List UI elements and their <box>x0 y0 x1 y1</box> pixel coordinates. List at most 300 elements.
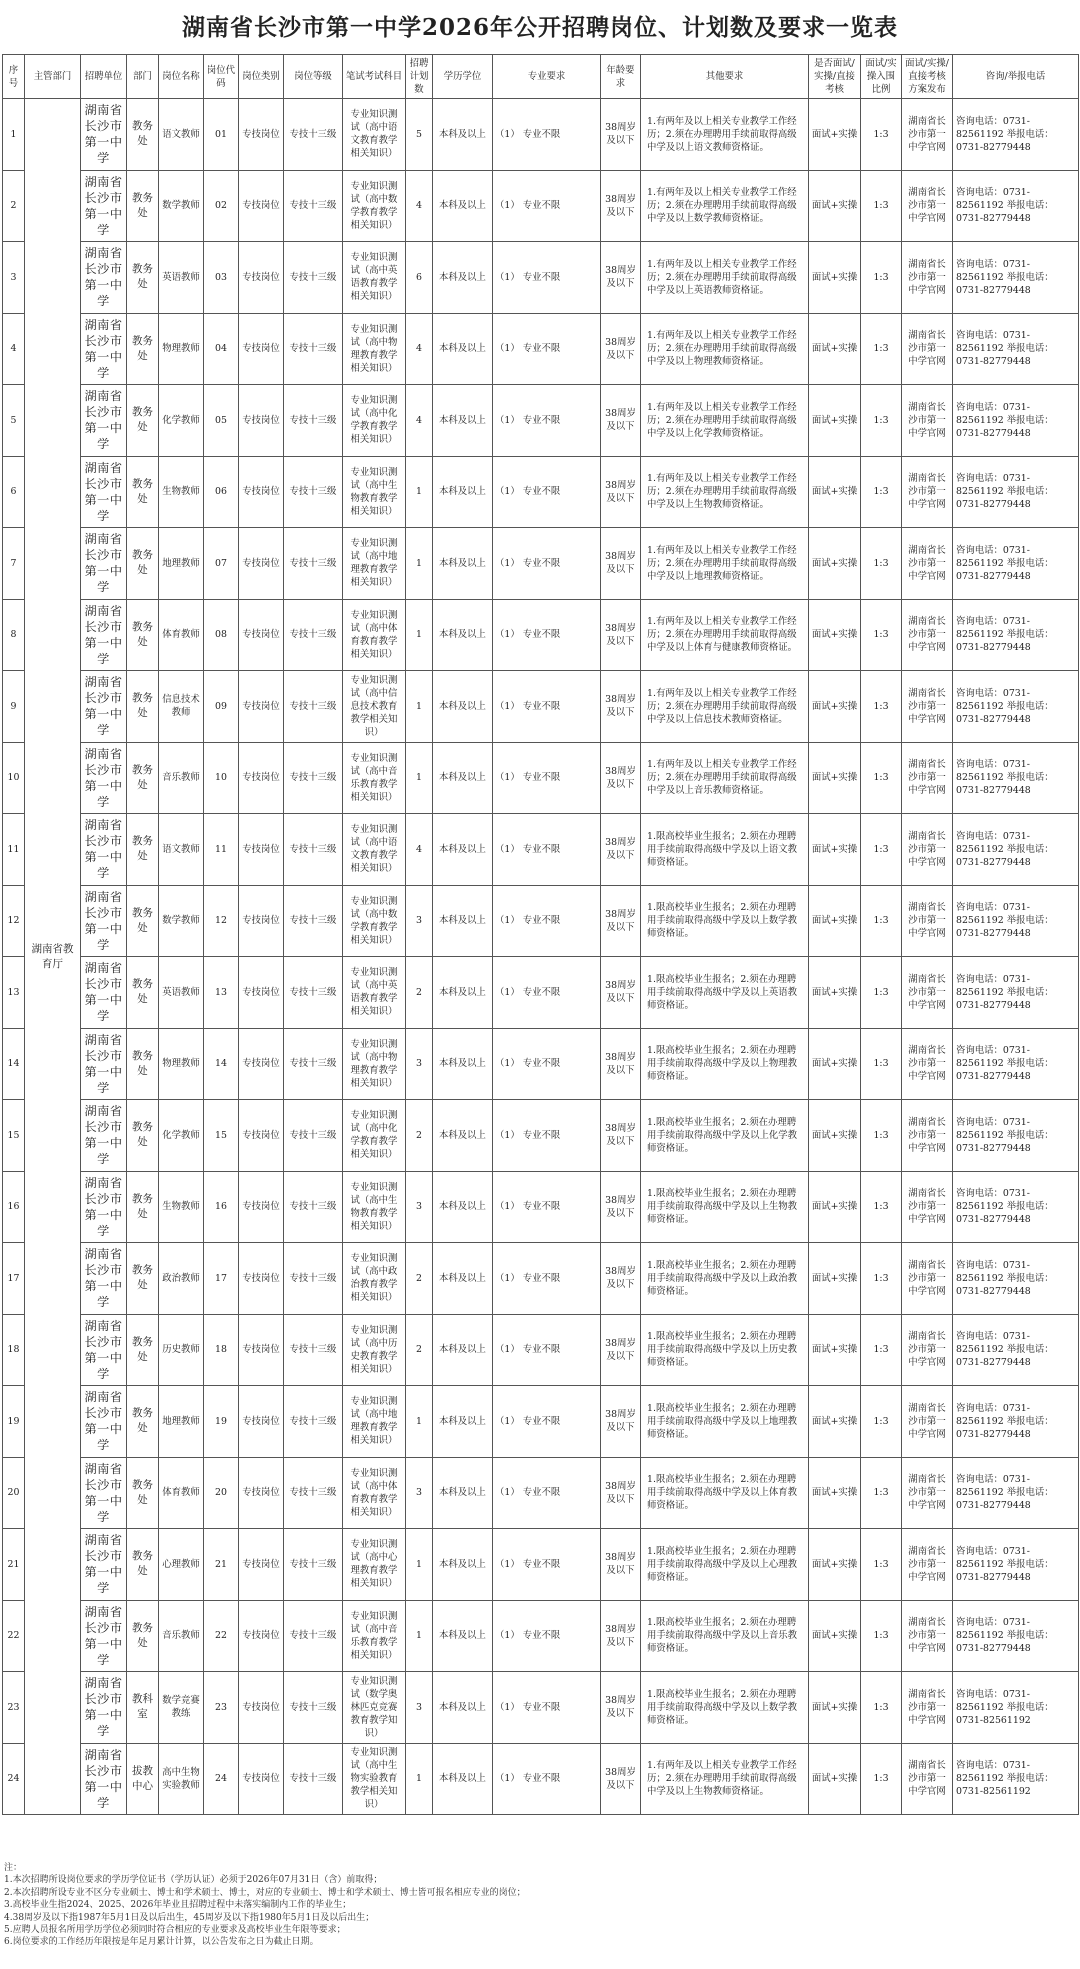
cell-no: 1 <box>3 99 25 171</box>
cell-contact: 咨询电话：0731-82561192 举报电话：0731-82779448 <box>953 1100 1079 1172</box>
cell-code: 24 <box>204 1743 239 1815</box>
cell-department-head: 湖南省教育厅 <box>25 99 81 1815</box>
cell-dept: 教务处 <box>127 1600 159 1672</box>
cell-publish: 湖南省长沙市第一中学官网 <box>902 885 953 957</box>
cell-dept: 教务处 <box>127 99 159 171</box>
cell-exam: 专业知识测试（高中地理教育教学相关知识） <box>343 528 406 600</box>
cell-publish: 湖南省长沙市第一中学官网 <box>902 1457 953 1529</box>
cell-publish: 湖南省长沙市第一中学官网 <box>902 1028 953 1100</box>
column-header: 主管部门 <box>25 55 81 99</box>
cell-no: 24 <box>3 1743 25 1815</box>
cell-level: 专技十三级 <box>284 1600 343 1672</box>
footnote-line: 1.本次招聘所设岗位要求的学历学位证书（学历认证）必须于2026年07月31日（含）前取得； <box>4 1875 383 1886</box>
cell-ratio: 1:3 <box>861 456 902 528</box>
table-row <box>3 1743 1079 1815</box>
cell-edu: 本科及以上 <box>433 742 493 814</box>
cell-dept: 教务处 <box>127 671 159 743</box>
cell-major: （1） 专业不限 <box>493 385 601 457</box>
cell-age: 38周岁及以下 <box>601 1672 641 1744</box>
cell-age: 38周岁及以下 <box>601 1314 641 1386</box>
cell-contact: 咨询电话：0731-82561192 举报电话：0731-82779448 <box>953 742 1079 814</box>
column-header: 招聘计划数 <box>406 55 433 99</box>
cell-publish: 湖南省长沙市第一中学官网 <box>902 385 953 457</box>
cell-post: 地理教师 <box>159 1386 204 1458</box>
cell-plan: 2 <box>406 1100 433 1172</box>
cell-code: 12 <box>204 885 239 957</box>
cell-no: 4 <box>3 313 25 385</box>
cell-unit: 湖南省长沙市第一中学 <box>81 1171 127 1243</box>
cell-level: 专技十三级 <box>284 528 343 600</box>
cell-edu: 本科及以上 <box>433 99 493 171</box>
footnote-line: 注： <box>4 1863 23 1873</box>
column-header: 年龄要求 <box>601 55 641 99</box>
cell-ratio: 1:3 <box>861 885 902 957</box>
cell-code: 07 <box>204 528 239 600</box>
cell-edu: 本科及以上 <box>433 1314 493 1386</box>
cell-ratio: 1:3 <box>861 1529 902 1601</box>
cell-code: 05 <box>204 385 239 457</box>
recruitment-table <box>2 54 1079 1815</box>
cell-plan: 4 <box>406 313 433 385</box>
cell-post: 生物教师 <box>159 1171 204 1243</box>
cell-plan: 3 <box>406 1028 433 1100</box>
cell-contact: 咨询电话：0731-82561192 举报电话：0731-82779448 <box>953 170 1079 242</box>
cell-assess: 面试+实操 <box>809 1672 861 1744</box>
cell-age: 38周岁及以下 <box>601 1457 641 1529</box>
cell-code: 20 <box>204 1457 239 1529</box>
cell-exam: 专业知识测试（高中信息技术教育教学相关知识） <box>343 671 406 743</box>
cell-code: 11 <box>204 814 239 886</box>
cell-edu: 本科及以上 <box>433 814 493 886</box>
cell-dept: 教务处 <box>127 385 159 457</box>
cell-assess: 面试+实操 <box>809 814 861 886</box>
cell-dept: 教务处 <box>127 1243 159 1315</box>
cell-dept: 教务处 <box>127 742 159 814</box>
cell-dept: 教务处 <box>127 1171 159 1243</box>
cell-code: 08 <box>204 599 239 671</box>
cell-edu: 本科及以上 <box>433 1243 493 1315</box>
cell-unit: 湖南省长沙市第一中学 <box>81 1457 127 1529</box>
cell-category: 专技岗位 <box>239 814 284 886</box>
cell-age: 38周岁及以下 <box>601 742 641 814</box>
cell-age: 38周岁及以下 <box>601 242 641 314</box>
cell-no: 8 <box>3 599 25 671</box>
cell-publish: 湖南省长沙市第一中学官网 <box>902 99 953 171</box>
cell-age: 38周岁及以下 <box>601 671 641 743</box>
column-header: 笔试考试科目 <box>343 55 406 99</box>
cell-other: 1.限高校毕业生报名；2.须在办理聘用手续前取得高级中学及以上政治教师资格证。 <box>641 1243 809 1315</box>
cell-plan: 1 <box>406 1386 433 1458</box>
cell-age: 38周岁及以下 <box>601 170 641 242</box>
cell-age: 38周岁及以下 <box>601 99 641 171</box>
cell-other: 1.有两年及以上相关专业教学工作经历；2.须在办理聘用手续前取得高级中学及以上语文教师资格证。 <box>641 99 809 171</box>
cell-ratio: 1:3 <box>861 957 902 1029</box>
column-header: 咨询/举报电话 <box>953 55 1079 99</box>
cell-dept: 教务处 <box>127 242 159 314</box>
table-row <box>3 599 1079 671</box>
cell-exam: 专业知识测试（高中生物教育教学相关知识） <box>343 1171 406 1243</box>
cell-dept: 教务处 <box>127 1314 159 1386</box>
cell-exam: 专业知识测试（高中体育教育教学相关知识） <box>343 599 406 671</box>
cell-publish: 湖南省长沙市第一中学官网 <box>902 313 953 385</box>
cell-major: （1） 专业不限 <box>493 528 601 600</box>
cell-category: 专技岗位 <box>239 1028 284 1100</box>
cell-publish: 湖南省长沙市第一中学官网 <box>902 1386 953 1458</box>
cell-post: 化学教师 <box>159 1100 204 1172</box>
cell-age: 38周岁及以下 <box>601 814 641 886</box>
cell-edu: 本科及以上 <box>433 528 493 600</box>
cell-post: 化学教师 <box>159 385 204 457</box>
cell-publish: 湖南省长沙市第一中学官网 <box>902 1314 953 1386</box>
cell-post: 语文教师 <box>159 814 204 886</box>
cell-level: 专技十三级 <box>284 814 343 886</box>
cell-dept: 拔教中心 <box>127 1743 159 1815</box>
cell-plan: 1 <box>406 1529 433 1601</box>
cell-level: 专技十三级 <box>284 456 343 528</box>
cell-edu: 本科及以上 <box>433 1171 493 1243</box>
cell-publish: 湖南省长沙市第一中学官网 <box>902 814 953 886</box>
cell-dept: 教科室 <box>127 1672 159 1744</box>
table-row <box>3 456 1079 528</box>
cell-publish: 湖南省长沙市第一中学官网 <box>902 599 953 671</box>
cell-major: （1） 专业不限 <box>493 885 601 957</box>
cell-age: 38周岁及以下 <box>601 885 641 957</box>
cell-publish: 湖南省长沙市第一中学官网 <box>902 671 953 743</box>
cell-category: 专技岗位 <box>239 99 284 171</box>
column-header: 专业要求 <box>493 55 601 99</box>
cell-other: 1.有两年及以上相关专业教学工作经历；2.须在办理聘用手续前取得高级中学及以上信息技术教师资格证。 <box>641 671 809 743</box>
cell-unit: 湖南省长沙市第一中学 <box>81 814 127 886</box>
cell-dept: 教务处 <box>127 1457 159 1529</box>
cell-no: 20 <box>3 1457 25 1529</box>
cell-publish: 湖南省长沙市第一中学官网 <box>902 742 953 814</box>
cell-level: 专技十三级 <box>284 742 343 814</box>
cell-publish: 湖南省长沙市第一中学官网 <box>902 1243 953 1315</box>
cell-ratio: 1:3 <box>861 528 902 600</box>
cell-publish: 湖南省长沙市第一中学官网 <box>902 528 953 600</box>
cell-post: 政治教师 <box>159 1243 204 1315</box>
cell-major: （1） 专业不限 <box>493 1386 601 1458</box>
cell-level: 专技十三级 <box>284 671 343 743</box>
cell-major: （1） 专业不限 <box>493 671 601 743</box>
cell-plan: 4 <box>406 385 433 457</box>
cell-major: （1） 专业不限 <box>493 313 601 385</box>
cell-other: 1.限高校毕业生报名；2.须在办理聘用手续前取得高级中学及以上音乐教师资格证。 <box>641 1600 809 1672</box>
table-row <box>3 528 1079 600</box>
cell-exam: 专业知识测试（高中心理教育教学相关知识） <box>343 1529 406 1601</box>
cell-code: 02 <box>204 170 239 242</box>
cell-contact: 咨询电话：0731-82561192 举报电话：0731-82779448 <box>953 99 1079 171</box>
cell-edu: 本科及以上 <box>433 1028 493 1100</box>
cell-exam: 专业知识测试（高中语文教育教学相关知识） <box>343 99 406 171</box>
cell-category: 专技岗位 <box>239 385 284 457</box>
cell-contact: 咨询电话：0731-82561192 举报电话：0731-82779448 <box>953 814 1079 886</box>
cell-unit: 湖南省长沙市第一中学 <box>81 1529 127 1601</box>
cell-no: 21 <box>3 1529 25 1601</box>
cell-other: 1.限高校毕业生报名；2.须在办理聘用手续前取得高级中学及以上体育教师资格证。 <box>641 1457 809 1529</box>
cell-ratio: 1:3 <box>861 99 902 171</box>
cell-other: 1.有两年及以上相关专业教学工作经历；2.须在办理聘用手续前取得高级中学及以上英语教师资格证。 <box>641 242 809 314</box>
cell-exam: 专业知识测试（高中体育教育教学相关知识） <box>343 1457 406 1529</box>
cell-no: 12 <box>3 885 25 957</box>
cell-dept: 教务处 <box>127 313 159 385</box>
cell-assess: 面试+实操 <box>809 1457 861 1529</box>
cell-exam: 专业知识测试（高中数学教育教学相关知识） <box>343 885 406 957</box>
cell-plan: 1 <box>406 742 433 814</box>
cell-plan: 1 <box>406 1600 433 1672</box>
column-header: 岗位类别 <box>239 55 284 99</box>
cell-edu: 本科及以上 <box>433 671 493 743</box>
cell-edu: 本科及以上 <box>433 1100 493 1172</box>
cell-level: 专技十三级 <box>284 1386 343 1458</box>
table-row <box>3 1386 1079 1458</box>
cell-plan: 5 <box>406 99 433 171</box>
cell-level: 专技十三级 <box>284 957 343 1029</box>
table-row <box>3 885 1079 957</box>
cell-level: 专技十三级 <box>284 885 343 957</box>
cell-exam: 专业知识测试（高中音乐教育教学相关知识） <box>343 1600 406 1672</box>
cell-unit: 湖南省长沙市第一中学 <box>81 1100 127 1172</box>
cell-level: 专技十三级 <box>284 1457 343 1529</box>
cell-other: 1.有两年及以上相关专业教学工作经历；2.须在办理聘用手续前取得高级中学及以上物理教师资格证。 <box>641 313 809 385</box>
cell-assess: 面试+实操 <box>809 1529 861 1601</box>
cell-contact: 咨询电话：0731-82561192 举报电话：0731-82779448 <box>953 1457 1079 1529</box>
cell-ratio: 1:3 <box>861 1457 902 1529</box>
cell-category: 专技岗位 <box>239 1672 284 1744</box>
cell-code: 13 <box>204 957 239 1029</box>
cell-code: 04 <box>204 313 239 385</box>
cell-ratio: 1:3 <box>861 242 902 314</box>
cell-no: 2 <box>3 170 25 242</box>
cell-age: 38周岁及以下 <box>601 599 641 671</box>
cell-level: 专技十三级 <box>284 1028 343 1100</box>
cell-assess: 面试+实操 <box>809 1386 861 1458</box>
cell-level: 专技十三级 <box>284 99 343 171</box>
cell-code: 21 <box>204 1529 239 1601</box>
cell-edu: 本科及以上 <box>433 456 493 528</box>
cell-contact: 咨询电话：0731-82561192 举报电话：0731-82779448 <box>953 957 1079 1029</box>
cell-unit: 湖南省长沙市第一中学 <box>81 242 127 314</box>
cell-major: （1） 专业不限 <box>493 814 601 886</box>
cell-level: 专技十三级 <box>284 1743 343 1815</box>
cell-major: （1） 专业不限 <box>493 99 601 171</box>
cell-post: 体育教师 <box>159 1457 204 1529</box>
cell-plan: 4 <box>406 170 433 242</box>
cell-ratio: 1:3 <box>861 313 902 385</box>
cell-assess: 面试+实操 <box>809 1100 861 1172</box>
cell-contact: 咨询电话：0731-82561192 举报电话：0731-82561192 <box>953 1743 1079 1815</box>
cell-no: 15 <box>3 1100 25 1172</box>
cell-contact: 咨询电话：0731-82561192 举报电话：0731-82779448 <box>953 1529 1079 1601</box>
cell-category: 专技岗位 <box>239 599 284 671</box>
cell-major: （1） 专业不限 <box>493 1457 601 1529</box>
cell-major: （1） 专业不限 <box>493 1243 601 1315</box>
table-row <box>3 957 1079 1029</box>
column-header: 岗位等级 <box>284 55 343 99</box>
cell-post: 生物教师 <box>159 456 204 528</box>
cell-publish: 湖南省长沙市第一中学官网 <box>902 456 953 528</box>
cell-contact: 咨询电话：0731-82561192 举报电话：0731-82561192 <box>953 1672 1079 1744</box>
cell-assess: 面试+实操 <box>809 1028 861 1100</box>
cell-unit: 湖南省长沙市第一中学 <box>81 1028 127 1100</box>
cell-dept: 教务处 <box>127 1529 159 1601</box>
cell-edu: 本科及以上 <box>433 385 493 457</box>
cell-level: 专技十三级 <box>284 170 343 242</box>
cell-major: （1） 专业不限 <box>493 170 601 242</box>
cell-category: 专技岗位 <box>239 1457 284 1529</box>
footnote-line: 3.高校毕业生指2024、2025、2026年毕业且招聘过程中未落实编制内工作的毕业生； <box>4 1900 352 1911</box>
cell-contact: 咨询电话：0731-82561192 举报电话：0731-82779448 <box>953 385 1079 457</box>
column-header: 面试/实操/直接考核方案发布 <box>902 55 953 99</box>
cell-ratio: 1:3 <box>861 385 902 457</box>
cell-major: （1） 专业不限 <box>493 1100 601 1172</box>
cell-edu: 本科及以上 <box>433 1529 493 1601</box>
cell-major: （1） 专业不限 <box>493 1314 601 1386</box>
cell-other: 1.限高校毕业生报名；2.须在办理聘用手续前取得高级中学及以上化学教师资格证。 <box>641 1100 809 1172</box>
cell-category: 专技岗位 <box>239 170 284 242</box>
cell-level: 专技十三级 <box>284 313 343 385</box>
cell-category: 专技岗位 <box>239 742 284 814</box>
cell-level: 专技十三级 <box>284 1171 343 1243</box>
cell-level: 专技十三级 <box>284 1672 343 1744</box>
cell-contact: 咨询电话：0731-82561192 举报电话：0731-82779448 <box>953 671 1079 743</box>
cell-exam: 专业知识测试（高中语文教育教学相关知识） <box>343 814 406 886</box>
cell-assess: 面试+实操 <box>809 599 861 671</box>
cell-category: 专技岗位 <box>239 1243 284 1315</box>
cell-post: 音乐教师 <box>159 742 204 814</box>
cell-plan: 2 <box>406 1314 433 1386</box>
footnotes <box>4 1862 1074 1949</box>
cell-no: 11 <box>3 814 25 886</box>
cell-ratio: 1:3 <box>861 814 902 886</box>
cell-plan: 1 <box>406 456 433 528</box>
cell-publish: 湖南省长沙市第一中学官网 <box>902 242 953 314</box>
cell-exam: 专业知识测试（数学奥林匹克竞赛教育教学知识） <box>343 1672 406 1744</box>
cell-ratio: 1:3 <box>861 1171 902 1243</box>
cell-contact: 咨询电话：0731-82561192 举报电话：0731-82779448 <box>953 1028 1079 1100</box>
cell-unit: 湖南省长沙市第一中学 <box>81 599 127 671</box>
table-row <box>3 1672 1079 1744</box>
cell-age: 38周岁及以下 <box>601 313 641 385</box>
table-row <box>3 1028 1079 1100</box>
cell-age: 38周岁及以下 <box>601 528 641 600</box>
cell-major: （1） 专业不限 <box>493 742 601 814</box>
cell-other: 1.限高校毕业生报名；2.须在办理聘用手续前取得高级中学及以上物理教师资格证。 <box>641 1028 809 1100</box>
cell-post: 数学竞赛教练 <box>159 1672 204 1744</box>
cell-major: （1） 专业不限 <box>493 456 601 528</box>
cell-level: 专技十三级 <box>284 1314 343 1386</box>
cell-assess: 面试+实操 <box>809 528 861 600</box>
table-row <box>3 313 1079 385</box>
cell-unit: 湖南省长沙市第一中学 <box>81 1672 127 1744</box>
cell-edu: 本科及以上 <box>433 1600 493 1672</box>
cell-no: 17 <box>3 1243 25 1315</box>
cell-plan: 3 <box>406 1672 433 1744</box>
cell-code: 17 <box>204 1243 239 1315</box>
cell-unit: 湖南省长沙市第一中学 <box>81 99 127 171</box>
cell-exam: 专业知识测试（高中生物教育教学相关知识） <box>343 456 406 528</box>
cell-exam: 专业知识测试（高中历史教育教学相关知识） <box>343 1314 406 1386</box>
cell-ratio: 1:3 <box>861 1314 902 1386</box>
cell-exam: 专业知识测试（高中英语教育教学相关知识） <box>343 957 406 1029</box>
table-body <box>3 99 1079 1815</box>
cell-post: 英语教师 <box>159 957 204 1029</box>
table-row <box>3 1314 1079 1386</box>
cell-post: 物理教师 <box>159 1028 204 1100</box>
cell-code: 14 <box>204 1028 239 1100</box>
cell-other: 1.限高校毕业生报名；2.须在办理聘用手续前取得高级中学及以上生物教师资格证。 <box>641 1171 809 1243</box>
cell-age: 38周岁及以下 <box>601 1243 641 1315</box>
cell-category: 专技岗位 <box>239 1100 284 1172</box>
cell-exam: 专业知识测试（高中化学教育教学相关知识） <box>343 385 406 457</box>
cell-category: 专技岗位 <box>239 1529 284 1601</box>
cell-publish: 湖南省长沙市第一中学官网 <box>902 1743 953 1815</box>
cell-other: 1.限高校毕业生报名；2.须在办理聘用手续前取得高级中学及以上历史教师资格证。 <box>641 1314 809 1386</box>
cell-category: 专技岗位 <box>239 1600 284 1672</box>
cell-other: 1.限高校毕业生报名；2.须在办理聘用手续前取得高级中学及以上数学教师资格证。 <box>641 1672 809 1744</box>
cell-major: （1） 专业不限 <box>493 1028 601 1100</box>
cell-no: 3 <box>3 242 25 314</box>
cell-publish: 湖南省长沙市第一中学官网 <box>902 1171 953 1243</box>
cell-ratio: 1:3 <box>861 599 902 671</box>
cell-other: 1.限高校毕业生报名；2.须在办理聘用手续前取得高级中学及以上数学教师资格证。 <box>641 885 809 957</box>
cell-contact: 咨询电话：0731-82561192 举报电话：0731-82779448 <box>953 1171 1079 1243</box>
cell-edu: 本科及以上 <box>433 885 493 957</box>
cell-category: 专技岗位 <box>239 1386 284 1458</box>
cell-publish: 湖南省长沙市第一中学官网 <box>902 170 953 242</box>
cell-code: 22 <box>204 1600 239 1672</box>
cell-assess: 面试+实操 <box>809 1743 861 1815</box>
cell-age: 38周岁及以下 <box>601 1386 641 1458</box>
cell-other: 1.有两年及以上相关专业教学工作经历；2.须在办理聘用手续前取得高级中学及以上音乐教师资格证。 <box>641 742 809 814</box>
cell-ratio: 1:3 <box>861 1600 902 1672</box>
cell-no: 14 <box>3 1028 25 1100</box>
cell-contact: 咨询电话：0731-82561192 举报电话：0731-82779448 <box>953 528 1079 600</box>
cell-category: 专技岗位 <box>239 528 284 600</box>
cell-age: 38周岁及以下 <box>601 1600 641 1672</box>
cell-edu: 本科及以上 <box>433 599 493 671</box>
cell-assess: 面试+实操 <box>809 1243 861 1315</box>
cell-exam: 专业知识测试（高中英语教育教学相关知识） <box>343 242 406 314</box>
cell-major: （1） 专业不限 <box>493 1600 601 1672</box>
column-header: 岗位名称 <box>159 55 204 99</box>
cell-age: 38周岁及以下 <box>601 957 641 1029</box>
cell-ratio: 1:3 <box>861 1100 902 1172</box>
table-row <box>3 385 1079 457</box>
cell-assess: 面试+实操 <box>809 1171 861 1243</box>
cell-post: 英语教师 <box>159 242 204 314</box>
cell-assess: 面试+实操 <box>809 957 861 1029</box>
table-row <box>3 1457 1079 1529</box>
column-header: 序号 <box>3 55 25 99</box>
cell-other: 1.有两年及以上相关专业教学工作经历；2.须在办理聘用手续前取得高级中学及以上地理教师资格证。 <box>641 528 809 600</box>
cell-other: 1.限高校毕业生报名；2.须在办理聘用手续前取得高级中学及以上英语教师资格证。 <box>641 957 809 1029</box>
cell-no: 22 <box>3 1600 25 1672</box>
cell-edu: 本科及以上 <box>433 1386 493 1458</box>
cell-age: 38周岁及以下 <box>601 1529 641 1601</box>
cell-major: （1） 专业不限 <box>493 1672 601 1744</box>
cell-level: 专技十三级 <box>284 1243 343 1315</box>
cell-age: 38周岁及以下 <box>601 385 641 457</box>
table-header-row <box>3 55 1079 99</box>
cell-no: 13 <box>3 957 25 1029</box>
column-header: 招聘单位 <box>81 55 127 99</box>
column-header: 学历学位 <box>433 55 493 99</box>
cell-contact: 咨询电话：0731-82561192 举报电话：0731-82779448 <box>953 885 1079 957</box>
cell-category: 专技岗位 <box>239 456 284 528</box>
cell-contact: 咨询电话：0731-82561192 举报电话：0731-82779448 <box>953 1600 1079 1672</box>
cell-post: 心理教师 <box>159 1529 204 1601</box>
